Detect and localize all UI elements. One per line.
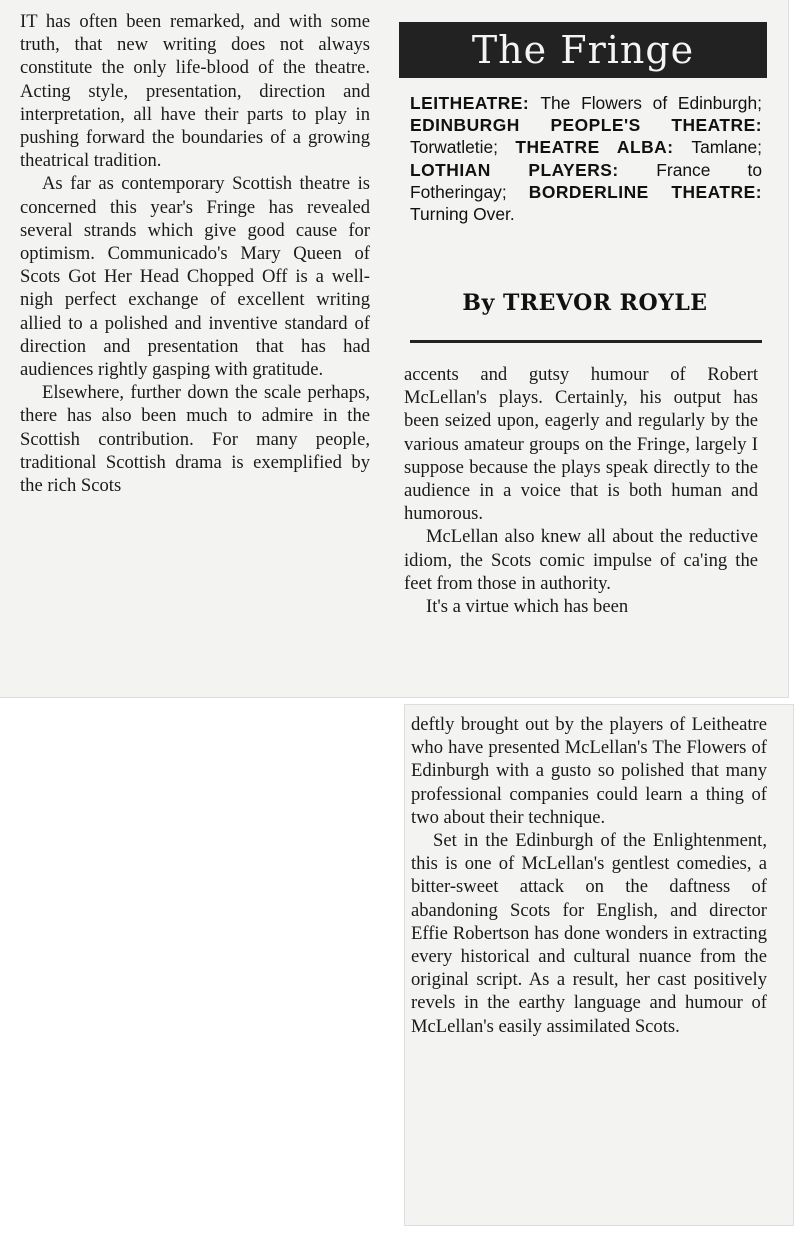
listings [410,92,762,225]
listing-company: LOTHIAN PLAYERS: [410,159,657,180]
paragraph: Elsewhere, further down the scale perhaps, there has also been much to admire in the Scottish contribution. For many people, traditional Scottish drama is exemplified by the rich Scots [20,382,370,497]
article-column-continued [411,713,767,1038]
listing-company: EDINBURGH PEOPLE'S THEATRE: [410,115,762,136]
listing-play: The Flowers of Edinburgh; [540,93,762,113]
paragraph: deftly brought out by the players of Leitheatre who have presented McLellan's The Flowers of Edinburgh with a gusto so polished that many professional companies could learn a thing of two about their technique. [411,714,767,828]
listing-company: BORDERLINE THEATRE: [528,181,762,202]
listing-company: LEITHEATRE: [410,93,541,113]
paragraph: As far as contemporary Scottish theatre is concerned this year's Fringe has revealed several strands which give good cause for optimism. Communicado's Mary Queen of Scots Got Her Head Chopped Off is a well-nigh perfect exchange of excellent writing allied to a polished and inventive standard of direction and presentation that has had audiences rightly gasping with gratitude. [20,173,370,381]
byline: By TREVOR ROYLE [462,290,708,316]
listing-play: France to Fotheringay; [410,159,762,202]
listing-play: Turning Over. [410,204,515,225]
listing-play: Torwatletie; [410,137,516,158]
paragraph: Set in the Edinburgh of the Enlightenment, this is one of McLellan's gentlest comedies, a bitter-sweet attack on the daftness of abandoning Scots for English, and director Effie Robertson has done wonders in extracting every historical and cultural nuance from the original script. As a result, her cast positively revels in the earthy language and humour of McLellan's easily assimilated Scots. [411,830,767,1037]
divider-rule [410,340,762,343]
listing-company: THEATRE ALBA: [515,137,692,158]
article-column-right [404,363,758,618]
article-column-left [20,10,370,497]
section-title: The Fringe [399,22,767,78]
paragraph: IT has often been remarked, and with some truth, that new writing does not always constitute the only life-blood of the theatre. Acting style, presentation, direction and interpretation, all have their parts to play in pushing forward the boundaries of a growing theatrical tradition. [20,11,370,172]
listing-play: Tamlane; [691,137,762,158]
paragraph: accents and gutsy humour of Robert McLellan's plays. Certainly, his output has been seized upon, eagerly and regularly by the various amateur groups on the Fringe, largely I suppose because the plays speak directly to the audience in a voice that is both human and humorous. [404,364,758,525]
paragraph: McLellan also knew all about the reductive idiom, the Scots comic impulse of ca'ing the feet from those in authority. [404,526,758,594]
paragraph: It's a virtue which has been [426,596,629,618]
